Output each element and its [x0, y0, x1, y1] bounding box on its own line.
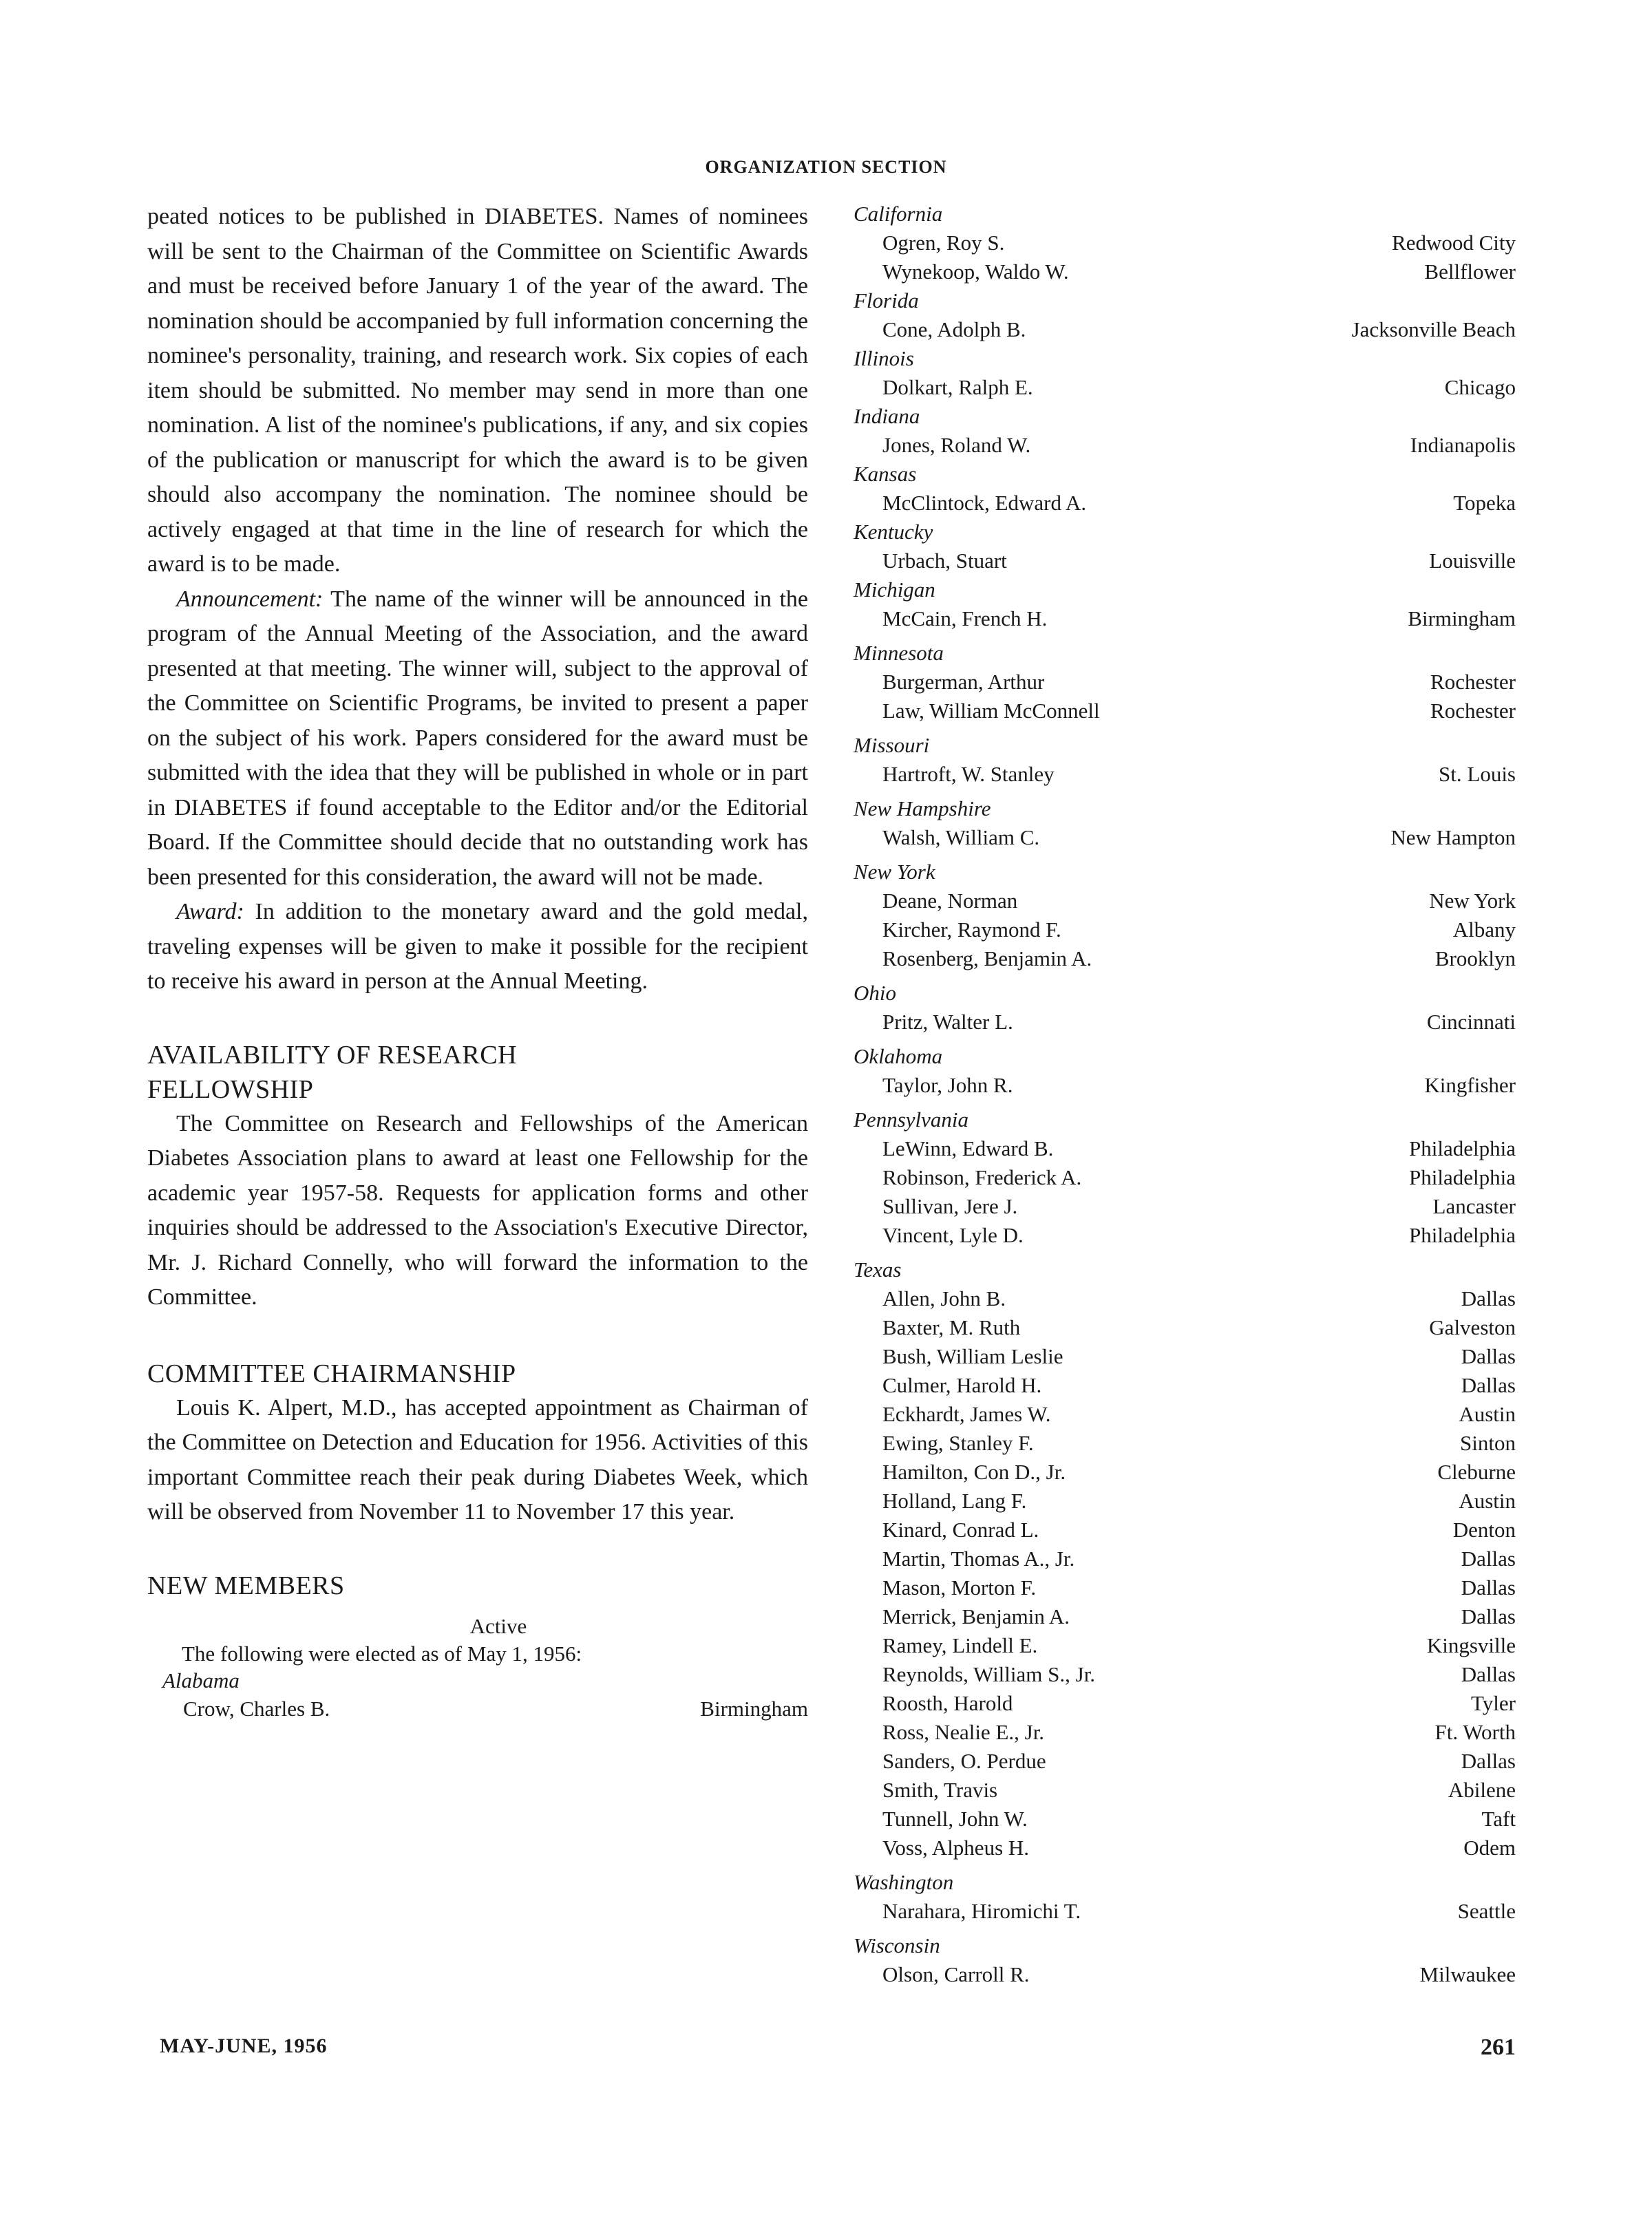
member-row	[854, 1776, 1516, 1805]
running-header: ORGANIZATION SECTION	[705, 157, 947, 177]
member-name: Taylor, John R.	[882, 1073, 1013, 1097]
member-row	[854, 373, 1516, 402]
member-name: Mason, Morton F.	[882, 1575, 1037, 1600]
member-name: Dolkart, Ralph E.	[882, 375, 1033, 399]
member-name: McCain, French H.	[882, 606, 1048, 630]
state-heading: New York	[854, 860, 935, 884]
state-heading: Indiana	[854, 404, 920, 428]
member-name: Crow, Charles B.	[183, 1696, 330, 1721]
member-row	[854, 668, 1516, 697]
member-name: Martin, Thomas A., Jr.	[882, 1547, 1075, 1571]
member-name: LeWinn, Edward B.	[882, 1136, 1054, 1160]
member-name: Sullivan, Jere J.	[882, 1194, 1018, 1218]
member-row	[854, 1071, 1516, 1100]
member-city: Jacksonville Beach	[1351, 317, 1516, 341]
member-row	[854, 229, 1516, 257]
member-city: Birmingham	[1408, 606, 1516, 630]
active-subheading: Active	[469, 1613, 527, 1638]
member-name: Jones, Roland W.	[882, 433, 1031, 457]
member-row	[854, 823, 1516, 852]
member-city: Dallas	[1461, 1344, 1516, 1368]
member-name: Hartroft, W. Stanley	[882, 762, 1055, 786]
member-row	[854, 1371, 1516, 1400]
member-row	[854, 604, 1516, 633]
member-name: Culmer, Harold H.	[882, 1373, 1042, 1397]
state-heading: New Hampshire	[854, 796, 991, 820]
member-name: Reynolds, William S., Jr.	[882, 1662, 1096, 1686]
member-city: New York	[1429, 889, 1516, 913]
member-name: Pritz, Walter L.	[882, 1010, 1013, 1034]
award-text: In addition to the monetary award and the gold medal, traveling expenses will be given to make it possible for the recipient to receive his award in person at the Annual Meeting.	[147, 899, 808, 994]
member-name: Walsh, William C.	[882, 825, 1040, 849]
member-city: Austin	[1459, 1402, 1516, 1426]
member-row	[854, 1834, 1516, 1862]
member-city: Milwaukee	[1419, 1962, 1516, 1986]
member-city: Rochester	[1430, 699, 1516, 723]
fellowship-heading	[147, 1038, 808, 1107]
fellowship-paragraph: The Committee on Research and Fellowships of the American Diabetes Association plans to award at least one Fellowship for the academic year 1957-58. Requests for application forms and other inquiries should be addressed to the Association's Executive Director, Mr. J. Richard Connelly, who will forward the information to the Committee.	[147, 1110, 808, 1310]
state-heading: Florida	[854, 288, 919, 312]
award-continuation-paragraph: peated notices to be published in DIABETES. Names of nominees will be sent to the Chairman of the Committee on Scientific Awards and must be received before January 1 of the year of the award. The nomination should be accompanied by full information concerning the nominee's personality, training, and research work. Six copies of each item should be submitted. No member may send in more than one nomination. A list of the nominee's publications, if any, and six copies of the publication or manuscript for which the award is to be given should also accompany the nomination. The nominee should be actively engaged at that time in the line of research for which the award is to be made.	[147, 204, 808, 577]
member-city: Sinton	[1460, 1431, 1516, 1455]
member-name: Deane, Norman	[882, 889, 1018, 913]
member-row	[854, 315, 1516, 344]
member-city: Cincinnati	[1426, 1010, 1516, 1034]
member-row	[854, 1602, 1516, 1631]
member-row	[854, 1008, 1516, 1037]
fellowship-heading-line-1: AVAILABILITY OF RESEARCH	[147, 1040, 518, 1070]
member-name: Wynekoop, Waldo W.	[882, 259, 1069, 284]
member-row	[854, 1313, 1516, 1342]
member-row	[854, 489, 1516, 518]
member-city: St. Louis	[1439, 762, 1516, 786]
member-name: Ewing, Stanley F.	[882, 1431, 1034, 1455]
page-number: 261	[1481, 2035, 1516, 2060]
member-name: Allen, John B.	[882, 1286, 1006, 1310]
member-row	[147, 1694, 808, 1724]
member-city: Dallas	[1461, 1575, 1516, 1600]
member-city: Redwood City	[1392, 231, 1516, 255]
member-city: Cleburne	[1437, 1460, 1516, 1484]
chairmanship-paragraph: Louis K. Alpert, M.D., has accepted appointment as Chairman of the Committee on Detection and Education for 1956. Activities of this important Committee reach their peak during Diabetes Week, which will be observed from November 11 to November 17 this year.	[147, 1394, 808, 1525]
member-city: Brooklyn	[1434, 946, 1516, 970]
member-name: Ramey, Lindell E.	[882, 1633, 1038, 1657]
member-name: McClintock, Edward A.	[882, 491, 1087, 515]
member-name: Smith, Travis	[882, 1778, 998, 1802]
member-row	[854, 1747, 1516, 1776]
state-heading: Michigan	[854, 577, 935, 602]
member-city: Rochester	[1430, 670, 1516, 694]
member-city: Lancaster	[1432, 1194, 1516, 1218]
member-name: Cone, Adolph B.	[882, 317, 1026, 341]
state-heading: Kansas	[854, 462, 917, 486]
member-name: Olson, Carroll R.	[882, 1962, 1030, 1986]
members-intro: The following were elected as of May 1, 1956:	[182, 1641, 582, 1666]
member-row	[854, 257, 1516, 286]
member-row	[854, 944, 1516, 973]
member-city: Taft	[1481, 1807, 1516, 1831]
member-city: Denton	[1452, 1518, 1516, 1542]
member-row	[854, 1342, 1516, 1371]
member-city: Birmingham	[700, 1696, 808, 1721]
member-name: Merrick, Benjamin A.	[882, 1604, 1070, 1628]
member-row	[854, 1718, 1516, 1747]
member-name: Ogren, Roy S.	[882, 231, 1005, 255]
member-city: Bellflower	[1424, 259, 1516, 284]
member-name: Holland, Lang F.	[882, 1489, 1027, 1513]
member-name: Urbach, Stuart	[882, 549, 1007, 573]
member-city: Austin	[1459, 1489, 1516, 1513]
member-name: Eckhardt, James W.	[882, 1402, 1051, 1426]
state-heading: Washington	[854, 1870, 954, 1894]
member-city: Philadelphia	[1409, 1165, 1516, 1189]
state-heading-alabama: Alabama	[162, 1668, 240, 1692]
chairmanship-heading: COMMITTEE CHAIRMANSHIP	[147, 1359, 516, 1388]
state-heading: Texas	[854, 1257, 902, 1282]
member-name: Vincent, Lyle D.	[882, 1223, 1024, 1247]
member-row	[854, 1284, 1516, 1313]
issue-date: MAY-JUNE, 1956	[160, 2035, 328, 2057]
member-name: Bush, William Leslie	[882, 1344, 1063, 1368]
member-name: Baxter, M. Ruth	[882, 1315, 1021, 1339]
member-row	[854, 1960, 1516, 1989]
member-row	[854, 1400, 1516, 1429]
state-heading: Missouri	[854, 733, 930, 757]
new-members-heading: NEW MEMBERS	[147, 1571, 345, 1600]
member-name: Rosenberg, Benjamin A.	[882, 946, 1092, 970]
left-column	[147, 200, 808, 1724]
member-row	[854, 915, 1516, 944]
member-row	[854, 886, 1516, 915]
announcement-text: The name of the winner will be announced in the program of the Annual Meeting of the Association, and the award presented at that meeting. The winner will, subject to the approval of the Committee on Scientific Programs, be invited to present a paper on the subject of his work. Papers considered for the award must be submitted with the idea that they will be published in whole or in part in DIABETES if found acceptable to the Editor and/or the Editorial Board. If the Committee should decide that no outstanding work has been presented for this consideration, the award will not be made.	[147, 586, 808, 890]
state-heading: California	[854, 202, 943, 226]
member-row	[854, 1134, 1516, 1163]
member-name: Roosth, Harold	[882, 1691, 1013, 1715]
member-row	[854, 1192, 1516, 1221]
member-city: Dallas	[1461, 1547, 1516, 1571]
members-list	[854, 200, 1516, 1989]
member-row	[854, 1660, 1516, 1689]
state-heading: Minnesota	[854, 641, 944, 665]
member-city: Dallas	[1461, 1286, 1516, 1310]
member-city: Topeka	[1453, 491, 1516, 515]
member-name: Burgerman, Arthur	[882, 670, 1045, 694]
member-row	[854, 1689, 1516, 1718]
member-city: Louisville	[1429, 549, 1516, 573]
member-name: Tunnell, John W.	[882, 1807, 1028, 1831]
member-row	[854, 431, 1516, 460]
member-name: Ross, Nealie E., Jr.	[882, 1720, 1045, 1744]
member-city: Dallas	[1461, 1604, 1516, 1628]
state-heading: Oklahoma	[854, 1044, 943, 1068]
member-city: Galveston	[1429, 1315, 1516, 1339]
member-name: Hamilton, Con D., Jr.	[882, 1460, 1066, 1484]
award-paragraph	[147, 895, 808, 999]
member-row	[854, 546, 1516, 575]
member-name: Kinard, Conrad L.	[882, 1518, 1039, 1542]
member-name: Voss, Alpheus H.	[882, 1836, 1030, 1860]
member-city: Albany	[1452, 917, 1516, 942]
member-row	[854, 1631, 1516, 1660]
member-row	[854, 1544, 1516, 1573]
member-row	[854, 760, 1516, 789]
state-heading: Ohio	[854, 981, 896, 1005]
member-city: Philadelphia	[1409, 1223, 1516, 1247]
member-city: Seattle	[1457, 1899, 1516, 1923]
state-heading: Wisconsin	[854, 1933, 940, 1957]
member-city: Dallas	[1461, 1749, 1516, 1773]
announcement-paragraph	[147, 582, 808, 895]
member-row	[854, 697, 1516, 725]
member-city: Tyler	[1471, 1691, 1516, 1715]
member-city: Dallas	[1461, 1373, 1516, 1397]
member-city: Abilene	[1448, 1778, 1516, 1802]
member-row	[854, 1897, 1516, 1926]
member-name: Narahara, Hiromichi T.	[882, 1899, 1081, 1923]
member-city: Dallas	[1461, 1662, 1516, 1686]
member-row	[854, 1221, 1516, 1250]
member-city: Philadelphia	[1409, 1136, 1516, 1160]
member-row	[854, 1487, 1516, 1516]
member-city: Ft. Worth	[1434, 1720, 1516, 1744]
announcement-label: Announcement:	[176, 586, 324, 612]
award-label: Award:	[176, 899, 244, 924]
member-city: Chicago	[1444, 375, 1516, 399]
state-heading: Illinois	[854, 346, 914, 370]
state-heading: Pennsylvania	[854, 1107, 969, 1132]
member-name: Law, William McConnell	[882, 699, 1100, 723]
member-name: Kircher, Raymond F.	[882, 917, 1061, 942]
member-city: Indianapolis	[1410, 433, 1516, 457]
state-heading: Kentucky	[854, 520, 933, 544]
member-city: Kingfisher	[1424, 1073, 1516, 1097]
member-row	[854, 1429, 1516, 1458]
member-row	[854, 1573, 1516, 1602]
member-row	[854, 1516, 1516, 1544]
member-name: Sanders, O. Perdue	[882, 1749, 1046, 1773]
member-name: Robinson, Frederick A.	[882, 1165, 1082, 1189]
member-row	[854, 1458, 1516, 1487]
member-city: Kingsville	[1426, 1633, 1516, 1657]
member-row	[854, 1805, 1516, 1834]
member-row	[854, 1163, 1516, 1192]
member-city: Odem	[1463, 1836, 1516, 1860]
fellowship-heading-line-2: FELLOWSHIP	[147, 1074, 314, 1104]
member-city: New Hampton	[1390, 825, 1516, 849]
